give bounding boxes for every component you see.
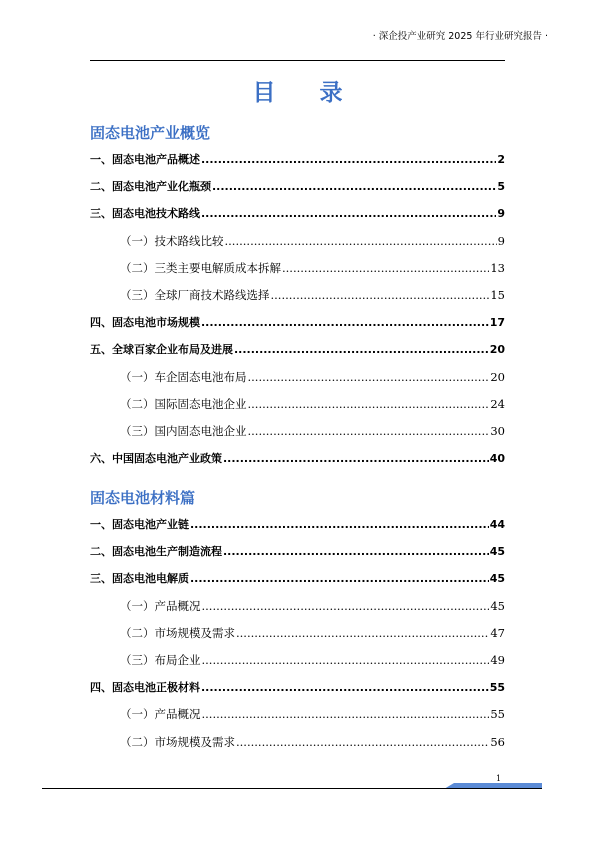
dot-leader <box>202 701 490 728</box>
dot-leader <box>234 336 489 363</box>
toc-entry-label: 一、固态电池产业链 <box>90 518 189 531</box>
dot-leader <box>201 309 489 336</box>
running-header: · 深企投产业研究 2025 年行业研究报告 · <box>372 31 548 42</box>
toc-entry-label: （二）市场规模及需求 <box>120 734 235 749</box>
dot-leader <box>248 364 490 391</box>
dot-leader <box>271 282 490 309</box>
toc-entry-page: 15 <box>490 287 505 302</box>
toc-entry[interactable] <box>90 309 505 336</box>
toc-entry-page: 47 <box>490 625 505 640</box>
toc-entry-page: 13 <box>490 260 505 275</box>
toc-entry-label: 二、固态电池产业化瓶颈 <box>90 180 211 194</box>
toc-entry-label: 六、中国固态电池产业政策 <box>90 452 222 466</box>
toc-entry-label: （二）三类主要电解质成本拆解 <box>120 260 281 275</box>
toc-entry[interactable] <box>90 538 505 565</box>
dot-leader <box>201 146 496 173</box>
toc-entry-page: 9 <box>497 207 505 221</box>
page-number: 1 <box>496 774 502 783</box>
toc-entry-label: （一）车企固态电池布局 <box>120 369 247 384</box>
toc-entry-page: 45 <box>489 545 505 559</box>
toc-entry-label: （三）全球厂商技术路线选择 <box>120 287 270 302</box>
toc-entry-label: 三、固态电池技术路线 <box>90 207 200 221</box>
toc-entry[interactable] <box>90 620 505 647</box>
dot-leader <box>190 511 489 538</box>
toc-entry[interactable] <box>90 336 505 363</box>
toc-entry[interactable] <box>90 282 505 309</box>
toc-entry-page: 30 <box>490 423 505 438</box>
toc-section-overview <box>90 122 505 472</box>
toc-entry[interactable] <box>90 173 505 200</box>
dot-leader <box>223 538 489 565</box>
toc-entry-page: 55 <box>490 707 505 722</box>
toc-entry[interactable] <box>90 511 505 538</box>
toc-entry[interactable] <box>90 255 505 282</box>
toc-entries <box>90 146 505 472</box>
toc-entry-page: 55 <box>489 681 505 695</box>
toc-entry[interactable] <box>90 445 505 472</box>
toc-entry-label: 一、固态电池产品概述 <box>90 153 200 166</box>
toc-entry-label: （二）国际固态电池企业 <box>120 396 247 411</box>
toc-entry-label: （三）国内固态电池企业 <box>120 423 247 438</box>
toc-entry-page: 20 <box>490 369 505 384</box>
dot-leader <box>248 418 490 445</box>
toc-entry-label: （一）产品概况 <box>120 707 201 722</box>
toc-entry[interactable] <box>90 364 505 391</box>
toc-entry-page: 5 <box>497 180 505 194</box>
toc-entry-label: 四、固态电池市场规模 <box>90 316 200 330</box>
toc-entry-label: 五、全球百家企业布局及进展 <box>90 343 233 357</box>
dot-leader <box>282 255 489 282</box>
dot-leader <box>223 445 489 472</box>
toc-entry[interactable] <box>90 565 505 592</box>
toc-entry[interactable] <box>90 729 505 756</box>
toc-entry-page: 24 <box>490 396 505 411</box>
toc-entry-page: 45 <box>490 598 505 613</box>
toc-entry-label: （三）布局企业 <box>120 652 201 667</box>
toc-entry[interactable] <box>90 228 505 255</box>
toc-entry[interactable] <box>90 146 505 173</box>
toc-entries <box>90 511 505 756</box>
toc-entry-page: 9 <box>497 233 505 248</box>
toc-entry[interactable] <box>90 200 505 227</box>
toc-entry-page: 2 <box>497 153 505 166</box>
toc-entry-page: 56 <box>490 734 505 749</box>
toc-entry[interactable] <box>90 701 505 728</box>
toc-entry[interactable] <box>90 418 505 445</box>
footer-rule <box>42 788 542 789</box>
dot-leader <box>201 200 496 227</box>
toc-entry-page: 17 <box>489 316 505 330</box>
toc-entry-page: 44 <box>489 518 505 531</box>
dot-leader <box>248 391 490 418</box>
dot-leader <box>236 620 489 647</box>
toc-entry-label: （二）市场规模及需求 <box>120 625 235 640</box>
toc-entry[interactable] <box>90 593 505 620</box>
toc-entry-page: 40 <box>489 452 505 466</box>
toc-entry-label: （一）产品概况 <box>120 598 201 613</box>
dot-leader <box>212 173 496 200</box>
page-title: 目 录 <box>252 80 361 106</box>
dot-leader <box>190 565 489 592</box>
toc-section-materials <box>90 487 505 756</box>
section-heading: 固态电池产业概览 <box>90 124 211 142</box>
toc-entry-label: （一）技术路线比较 <box>120 233 224 248</box>
toc-entry-page: 20 <box>489 343 505 357</box>
toc-entry[interactable] <box>90 391 505 418</box>
header-rule <box>90 60 505 61</box>
dot-leader <box>236 729 489 756</box>
dot-leader <box>202 647 490 674</box>
toc-entry[interactable] <box>90 647 505 674</box>
toc-entry-label: 三、固态电池电解质 <box>90 572 189 586</box>
toc-entry[interactable] <box>90 674 505 701</box>
dot-leader <box>225 228 497 255</box>
toc-entry-page: 49 <box>490 652 505 667</box>
toc-entry-page: 45 <box>489 572 505 586</box>
dot-leader <box>202 593 490 620</box>
section-heading: 固态电池材料篇 <box>90 489 196 507</box>
toc-entry-label: 四、固态电池正极材料 <box>90 681 200 695</box>
dot-leader <box>201 674 489 701</box>
toc-entry-label: 二、固态电池生产制造流程 <box>90 545 222 559</box>
